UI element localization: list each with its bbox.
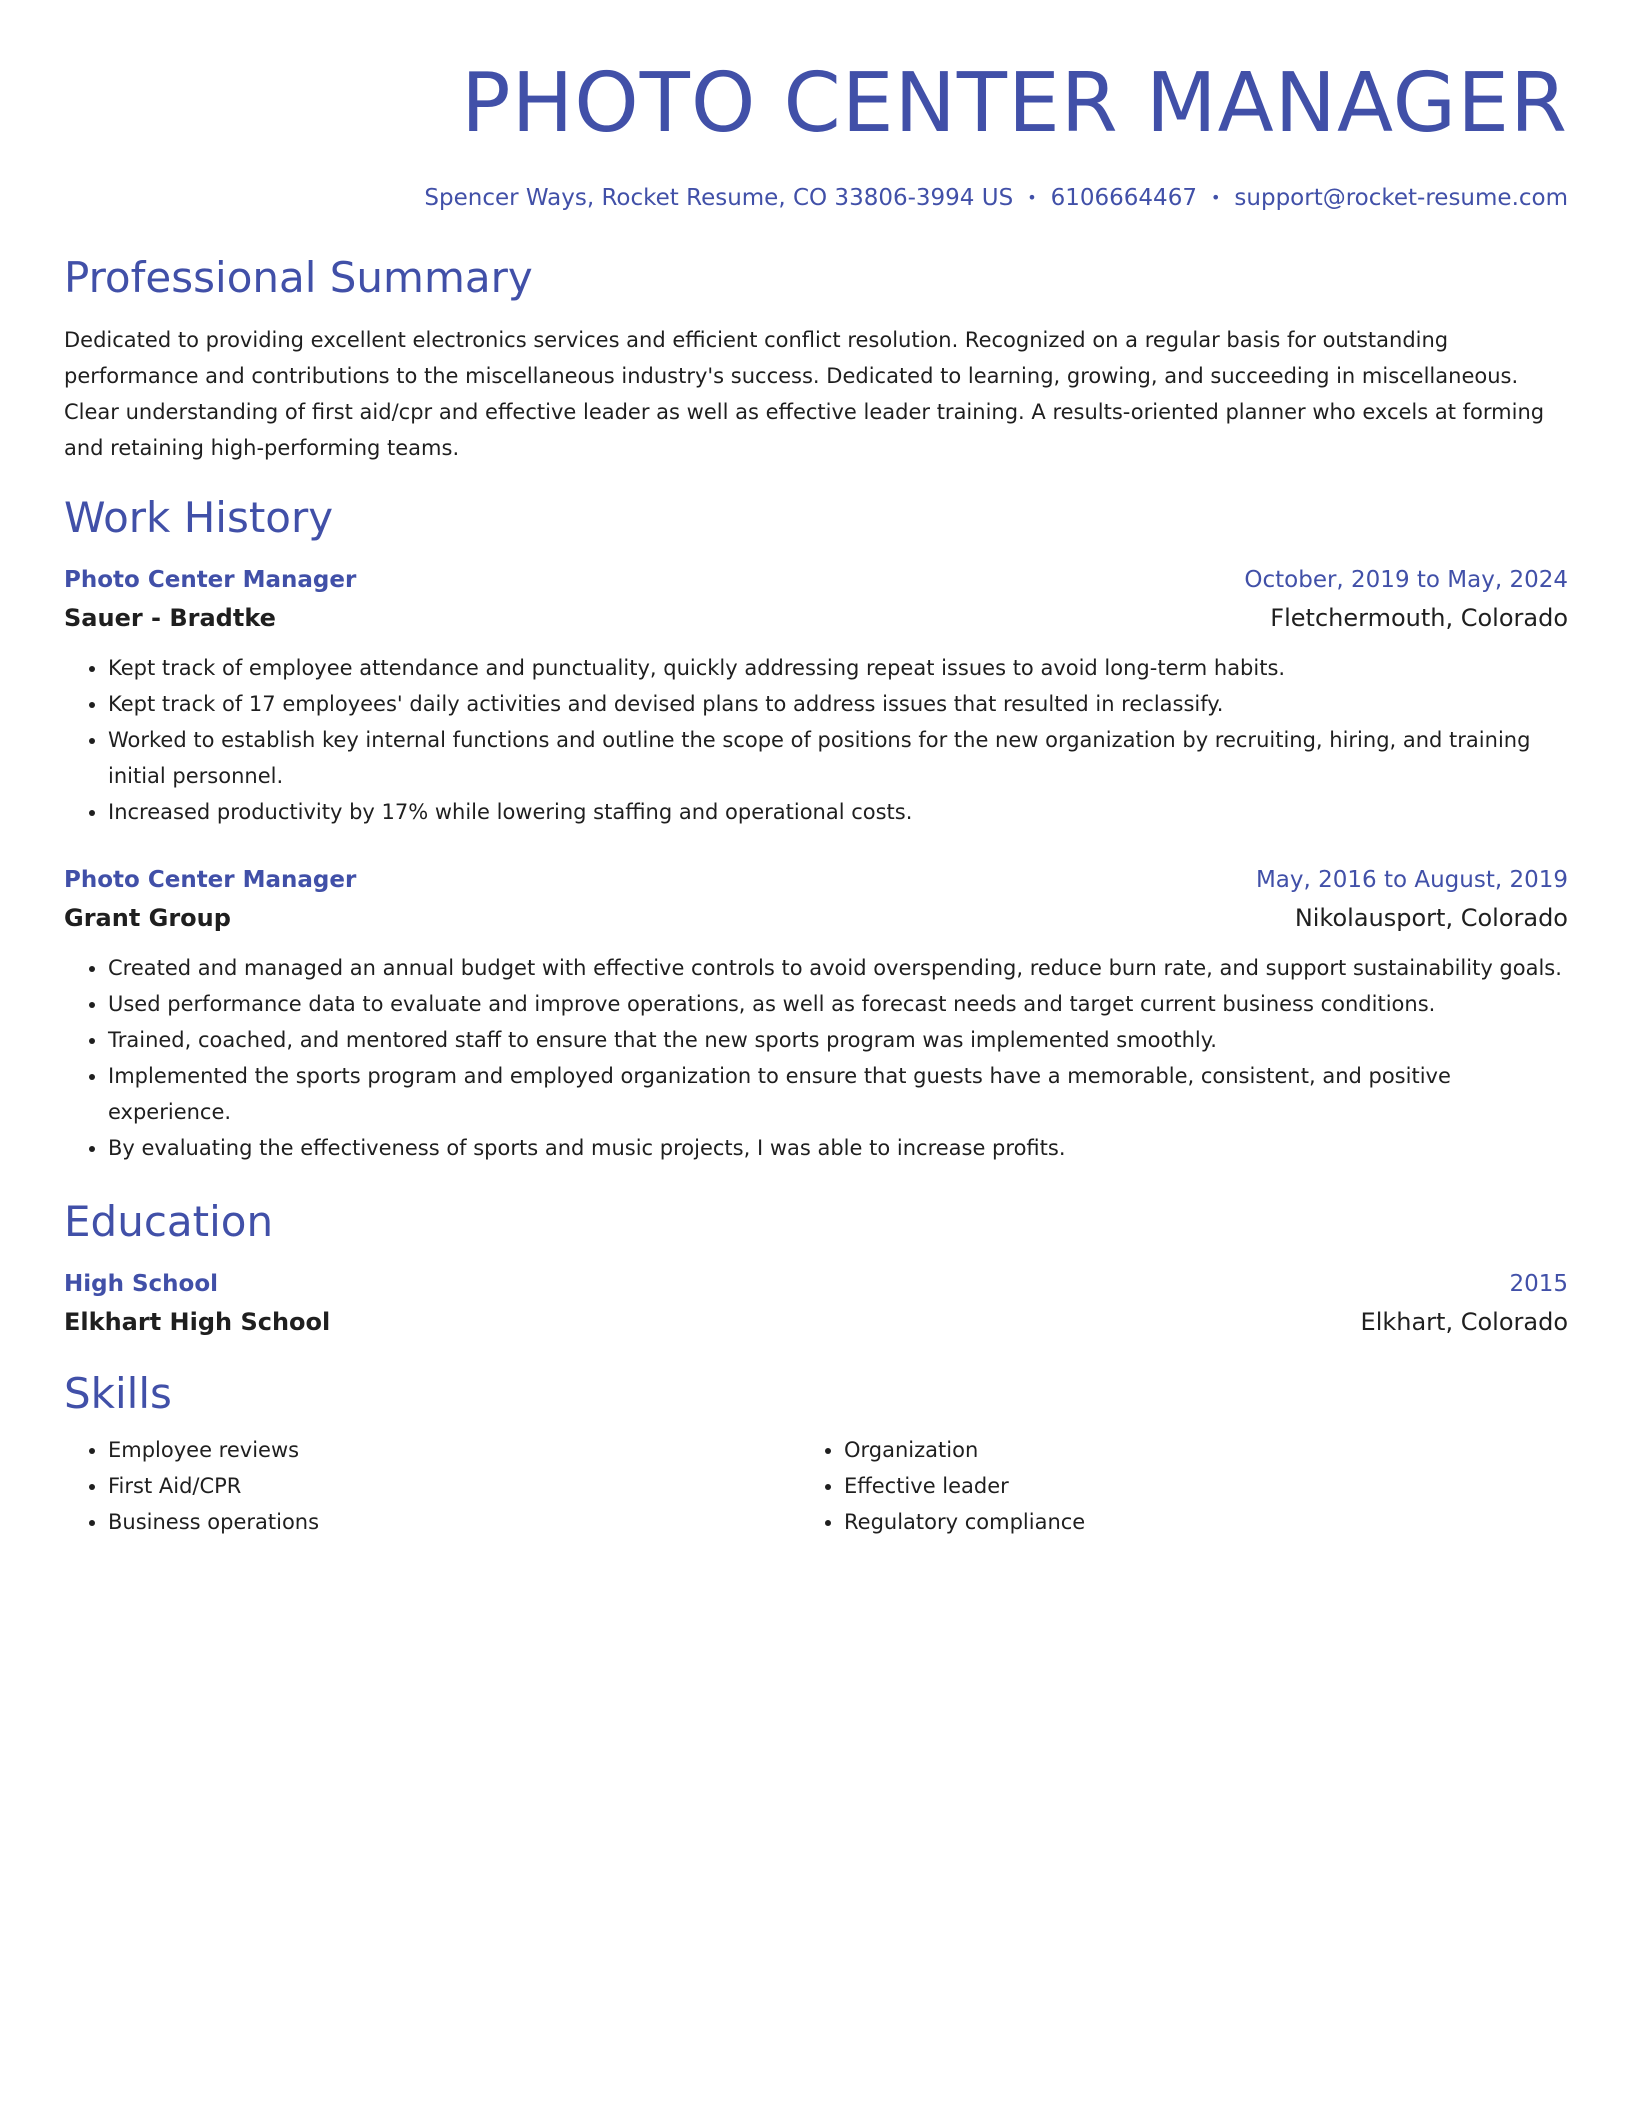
education-school: Elkhart High School — [64, 1308, 331, 1336]
summary-heading: Professional Summary — [64, 253, 533, 302]
contact-line — [64, 182, 1568, 214]
skill-item: • Business operations — [108, 1504, 800, 1540]
skill-item: • Employee reviews — [108, 1432, 800, 1468]
job-entry — [64, 562, 1568, 830]
summary-text: Dedicated to providing excellent electronics services and efficient conflict resolution. Recognized on a regular basis for outstanding performance and contributions to the miscellaneous industry's success. Dedicated to learning, growing, and succeeding in miscellaneous. Clear understanding of first aid/cpr and effective leader as well as effective leader training. A results-oriented planner who excels at forming and retaining high-performing teams. — [64, 328, 1545, 460]
job-location: Nikolausport, Colorado — [1294, 904, 1568, 932]
skill-item: • Regulatory compliance — [844, 1504, 1536, 1540]
contact-separator: • — [1210, 188, 1221, 207]
job-title: Photo Center Manager — [64, 867, 357, 893]
skills-heading: Skills — [64, 1369, 172, 1418]
skill-item: • First Aid/CPR — [108, 1468, 800, 1504]
work-history-heading: Work History — [64, 493, 334, 542]
job-bullet: • Implemented the sports program and employed organization to ensure that guests have a memorable, consistent, and positive experience. — [108, 1058, 1568, 1130]
education-degree: High School — [64, 1271, 219, 1297]
job-bullet: • Used performance data to evaluate and improve operations, as well as forecast needs and target current business conditions. — [108, 986, 1568, 1022]
job-bullet-list — [64, 950, 1568, 1166]
contact-address: Spencer Ways, Rocket Resume, CO 33806-3994 US — [424, 185, 1014, 211]
contact-phone: 6106664467 — [1050, 185, 1197, 211]
resume-title: PHOTO CENTER MANAGER — [461, 56, 1568, 151]
job-bullet: • Kept track of 17 employees' daily activities and devised plans to address issues that resulted in reclassify. — [108, 686, 1568, 722]
contact-email: support@rocket-resume.com — [1234, 185, 1568, 211]
job-bullet: • Trained, coached, and mentored staff to ensure that the new sports program was implemented smoothly. — [108, 1022, 1568, 1058]
skills-list-left — [64, 1432, 800, 1540]
education-year: 2015 — [1509, 1271, 1568, 1297]
contact-separator: • — [1027, 188, 1037, 207]
job-dates: October, 2019 to May, 2024 — [1244, 567, 1568, 593]
skills-grid — [64, 1432, 1568, 1540]
job-title: Photo Center Manager — [64, 567, 357, 593]
education-entry — [64, 1266, 1568, 1342]
skill-item: • Organization — [844, 1432, 1536, 1468]
skills-list-right — [800, 1432, 1536, 1540]
education-heading: Education — [64, 1197, 274, 1246]
job-entry — [64, 862, 1568, 1166]
skill-item: • Effective leader — [844, 1468, 1536, 1504]
job-employer: Grant Group — [64, 904, 231, 932]
job-bullet: • Kept track of employee attendance and punctuality, quickly addressing repeat issues to avoid long-term habits. — [108, 650, 1568, 686]
job-bullet: • Worked to establish key internal functions and outline the scope of positions for the new organization by recruiting, hiring, and training initial personnel. — [108, 722, 1568, 794]
job-dates: May, 2016 to August, 2019 — [1255, 867, 1568, 893]
job-employer: Sauer - Bradtke — [64, 604, 276, 632]
job-bullet: • Created and managed an annual budget with effective controls to avoid overspending, reduce burn rate, and support sustainability goals. — [108, 950, 1568, 986]
job-bullet: • Increased productivity by 17% while lowering staffing and operational costs. — [108, 794, 1568, 830]
job-bullet: • By evaluating the effectiveness of sports and music projects, I was able to increase profits. — [108, 1130, 1568, 1166]
job-bullet-list — [64, 650, 1568, 830]
job-location: Fletchermouth, Colorado — [1270, 604, 1568, 632]
education-location: Elkhart, Colorado — [1360, 1308, 1568, 1336]
